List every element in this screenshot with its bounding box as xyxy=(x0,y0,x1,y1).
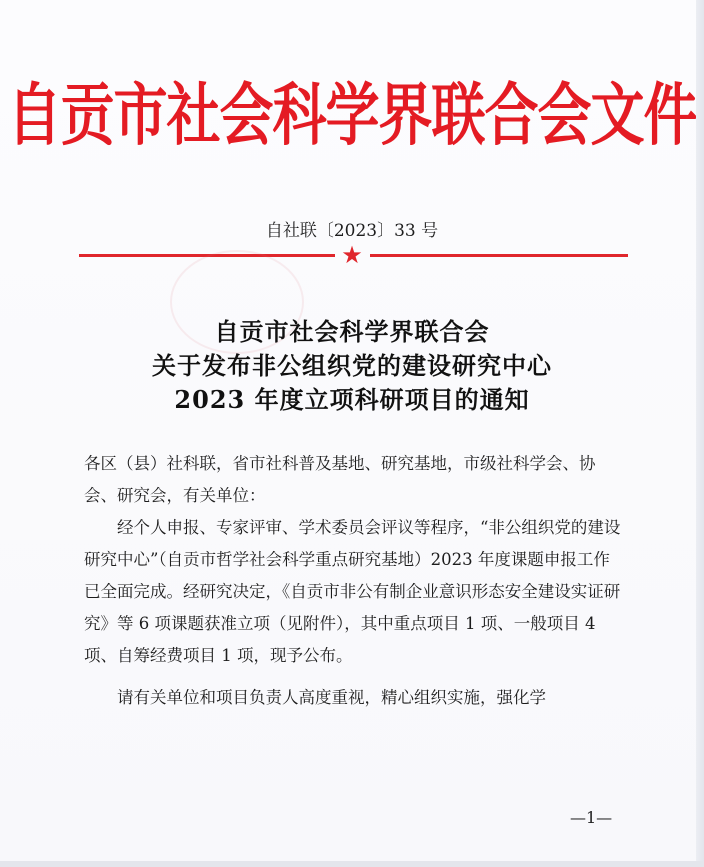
red-divider-right xyxy=(370,254,628,257)
body-paragraph-2: 请有关单位和项目负责人高度重视，精心组织实施，强化学 xyxy=(117,688,546,707)
bleed-through-text xyxy=(130,44,600,54)
addressee-paragraph: 各区（县）社科联，省市社科普及基地、研究基地，市级社科学会、协会、研究会，有关单位： xyxy=(84,454,596,505)
page-number: —1— xyxy=(570,808,613,827)
notice-body xyxy=(84,448,624,714)
bleed-through-text xyxy=(130,170,600,180)
notice-title-line3: 2023 年度立项科研项目的通知 xyxy=(174,385,530,414)
document-number: 自社联〔2023〕33 号 xyxy=(265,221,439,241)
document-masthead: 自贡市社会科学界联合会文件 xyxy=(7,75,697,155)
page-bottom-edge xyxy=(0,861,704,867)
page-edge-shadow xyxy=(696,0,704,867)
notice-title-line1: 自贡市社会科学界联合会 xyxy=(214,317,490,346)
body-paragraph-1: 经个人申报、专家评审、学术委员会评议等程序，“非公组织党的建设研究中心”（自贡市哲学社会科学重点研究基地）2023 年度课题申报工作已全面完成。经研究决定，《自贡市非公有制企业意识形态安全建设实证研究》等 6 项课题获准立项（见附件），其中重点项目 1 项、一般项目 4 项、自筹经费项目 1 项，现予公布。 xyxy=(84,518,621,665)
red-star-icon: ★ xyxy=(341,241,363,269)
bleed-through-text xyxy=(130,200,600,210)
notice-title-line2: 关于发布非公组织党的建设研究中心 xyxy=(152,351,552,380)
